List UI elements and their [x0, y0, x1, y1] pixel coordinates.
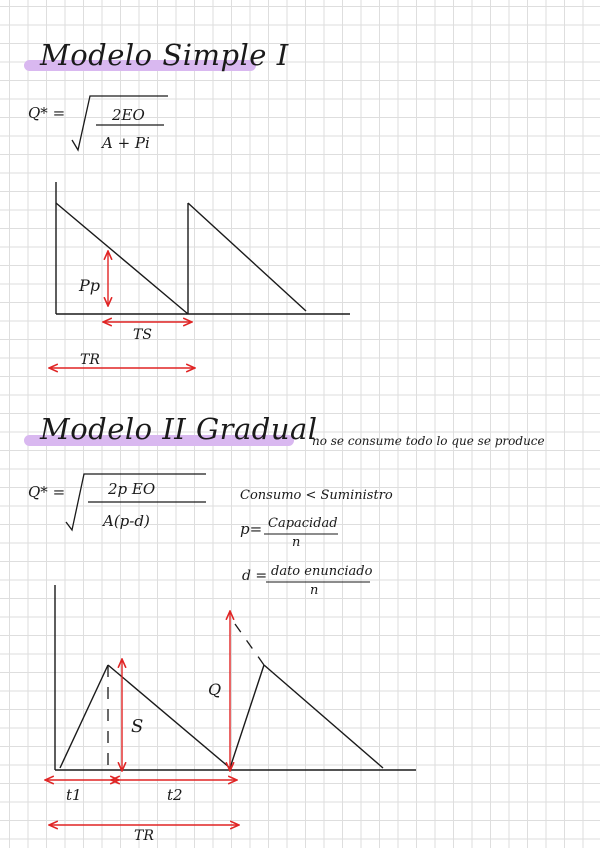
- section1-title: Modelo Simple I: [40, 38, 289, 72]
- label-tr-1: TR: [80, 352, 100, 368]
- section2-title: Modelo II Gradual: [40, 412, 318, 446]
- formula1-radical: [72, 96, 168, 150]
- label-q: Q: [208, 680, 222, 699]
- def-p-lhs: p=: [240, 520, 263, 538]
- def-consumo: Consumo < Suministro: [240, 488, 393, 503]
- def-p-den: n: [292, 535, 301, 550]
- formula1-lhs: Q* =: [28, 104, 66, 122]
- formula2-numerator: 2p EO: [108, 480, 156, 498]
- graph2-cycle2-decline: [264, 665, 383, 768]
- graph1-cycle1-decline: [56, 203, 188, 314]
- label-t1: t1: [66, 786, 82, 804]
- def-d-lhs: d =: [242, 568, 268, 584]
- def-p-num: Capacidad: [268, 516, 338, 531]
- label-pp: Pp: [79, 276, 101, 295]
- section2-note: no se consume todo lo que se produce: [312, 434, 545, 448]
- def-d-num: dato enunciado: [271, 564, 373, 579]
- label-s: S: [131, 716, 144, 737]
- graph2-q-dashed: [235, 624, 264, 665]
- label-ts: TS: [133, 327, 152, 343]
- formula2-lhs: Q* =: [28, 483, 66, 501]
- graph2-cycle2-rise: [230, 665, 264, 768]
- formula2-denominator: A(p-d): [103, 512, 150, 530]
- label-tr-2: TR: [134, 828, 154, 844]
- label-t2: t2: [167, 786, 183, 804]
- graph2-cycle1-decline: [108, 665, 230, 768]
- graph2-cycle1-rise: [60, 665, 108, 768]
- def-d-den: n: [310, 583, 319, 598]
- graph1-cycle2-decline: [188, 203, 306, 311]
- formula1-denominator: A + Pi: [102, 134, 150, 152]
- formula1-numerator: 2EO: [112, 106, 145, 124]
